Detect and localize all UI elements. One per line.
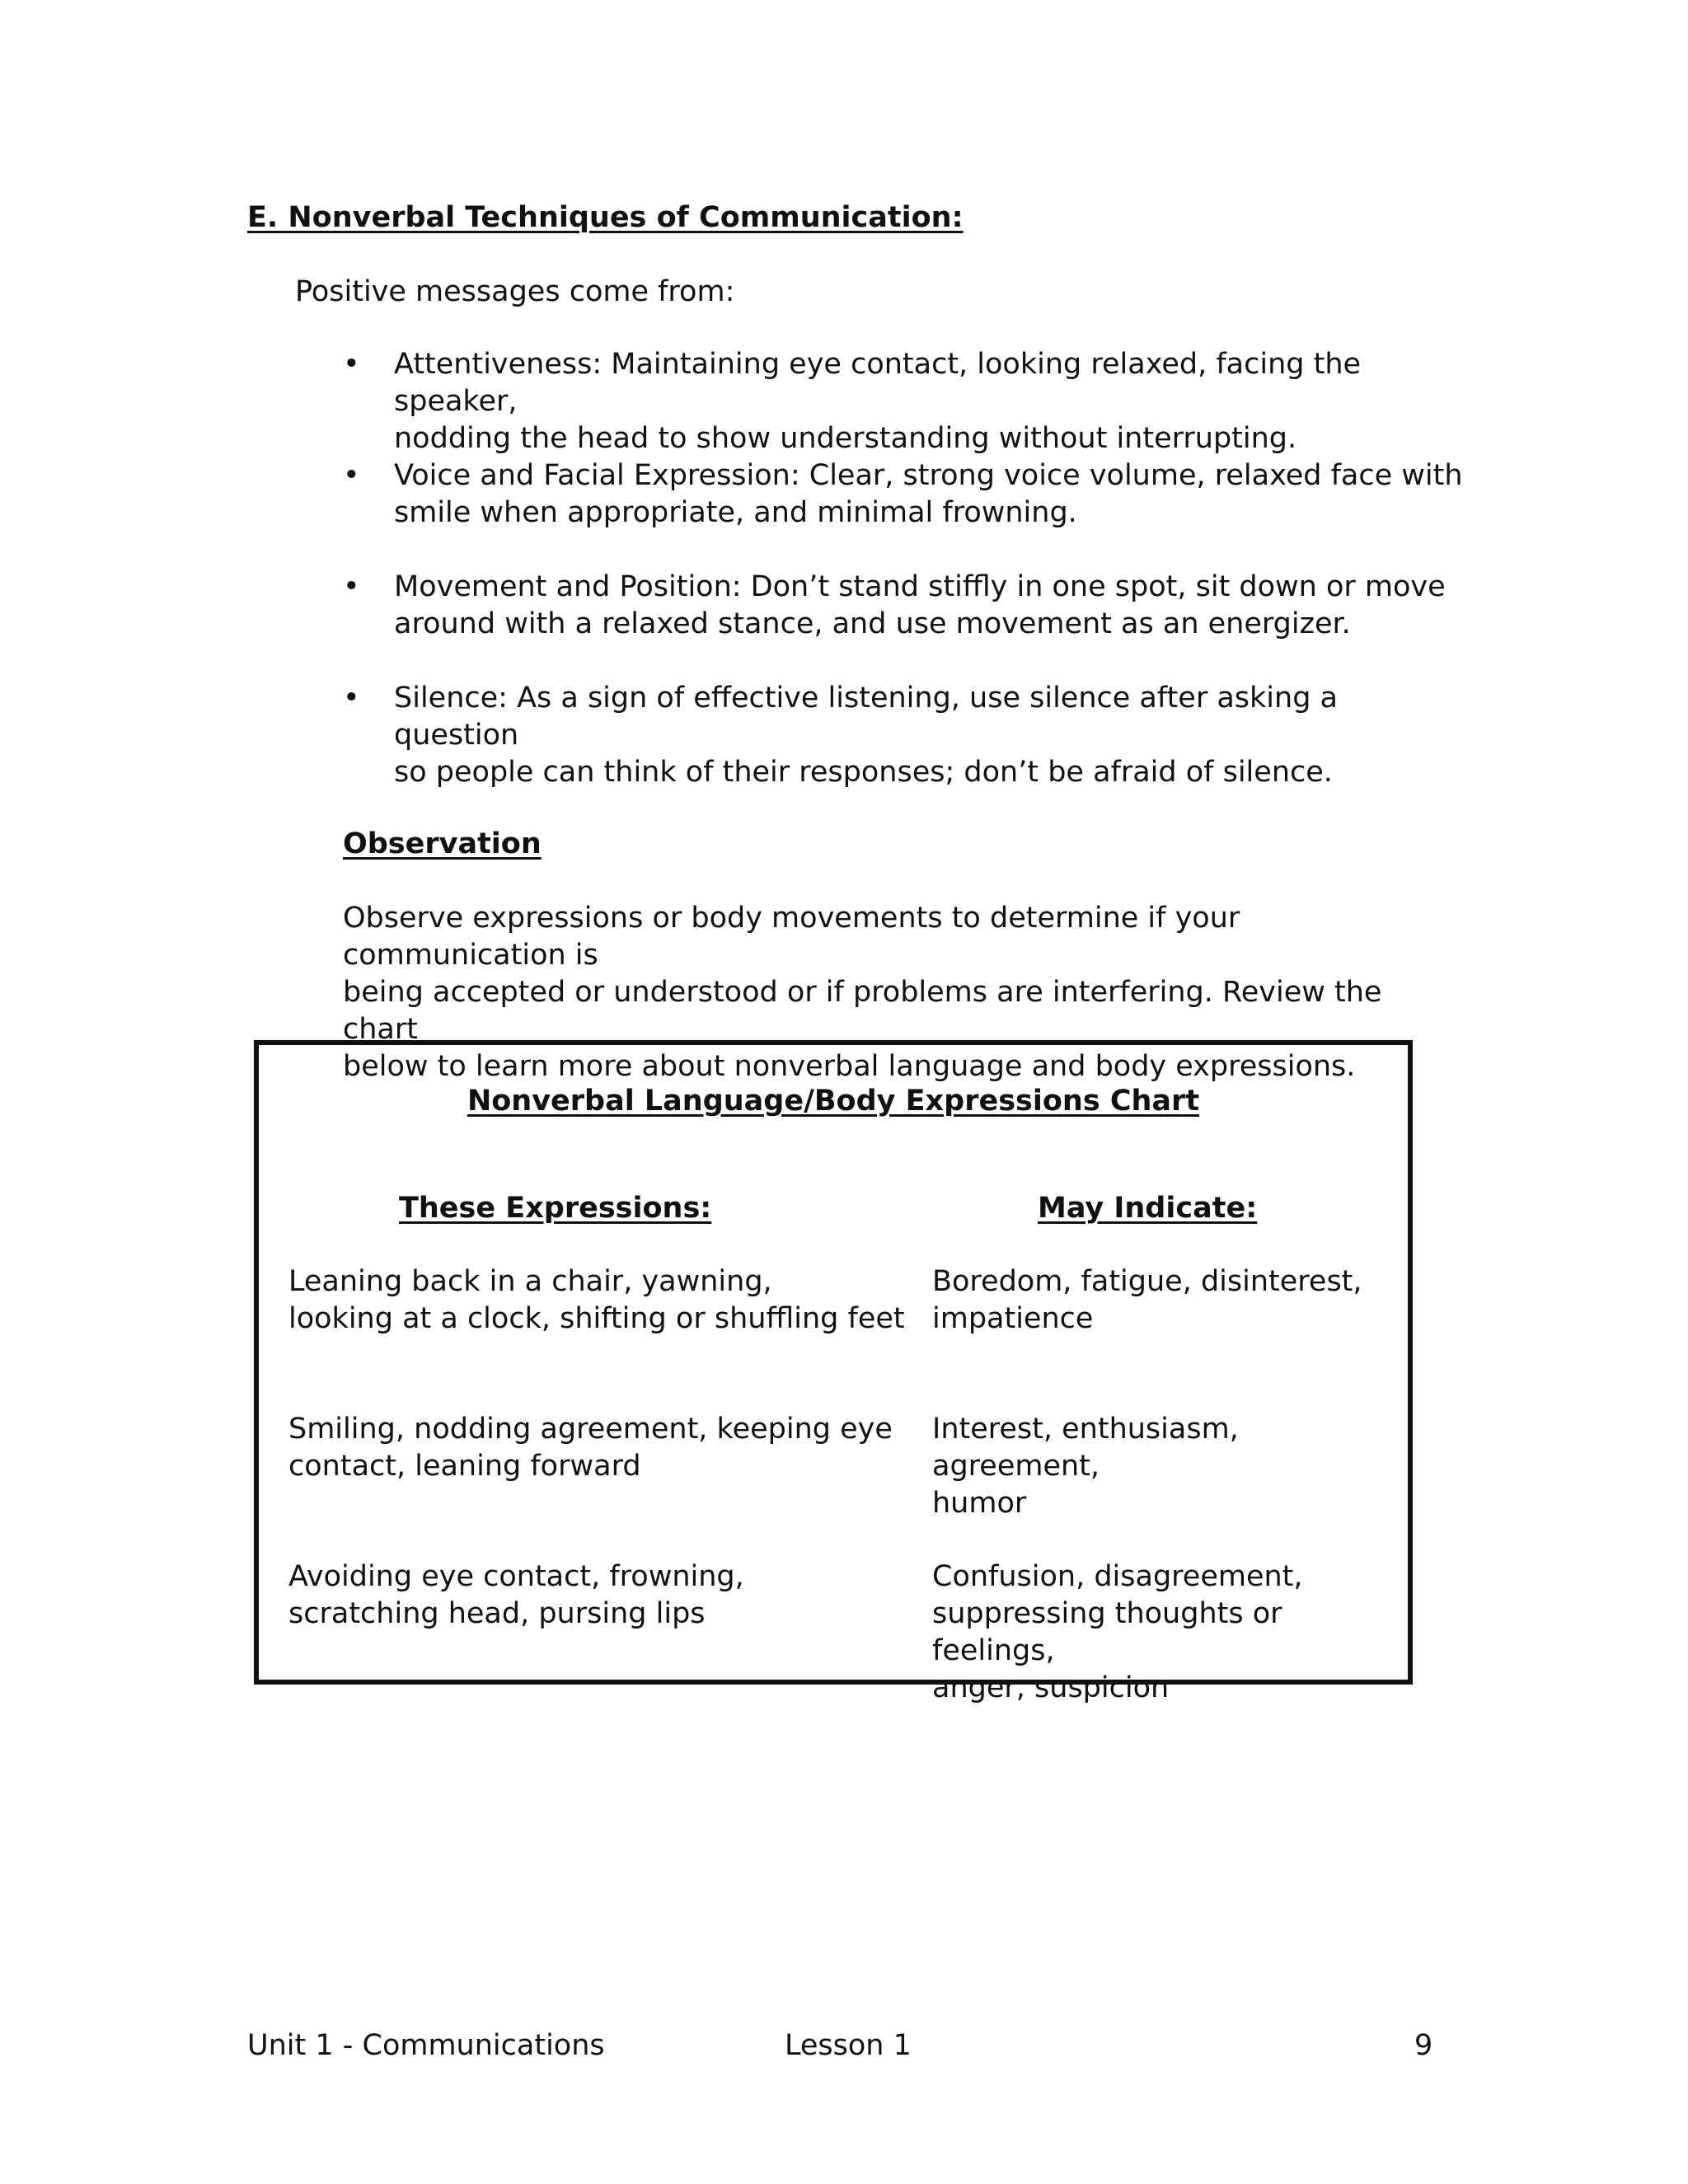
indication-cell [932,1411,1402,1522]
bullet-text [394,569,1465,643]
bullet-text [394,346,1465,457]
bullet-dot-icon: • [343,682,360,715]
column-header-indicates: May Indicate: [1038,1192,1258,1225]
bullet-line: nodding the head to show understanding without interrupting. [394,422,1297,455]
observation-line: Observe expressions or body movements to determine if your communication is [343,902,1240,972]
bullet-line: smile when appropriate, and minimal frowning. [394,496,1077,529]
observation-heading: Observation [343,827,542,860]
bullet-line: Attentiveness: Maintaining eye contact, looking relaxed, facing the speaker, [394,348,1362,418]
cell-line: contact, leaning forward [288,1450,641,1483]
cell-line: Leaning back in a chair, yawning, [288,1265,772,1298]
bullet-dot-icon: • [343,459,360,492]
cell-line: looking at a clock, shifting or shuffling feet [288,1302,905,1335]
bullet-dot-icon: • [343,570,360,603]
footer-lesson: Lesson 1 [785,2029,912,2062]
expressions-chart-box [254,1040,1413,1704]
bullet-line: so people can think of their responses; don’t be afraid of silence. [394,756,1333,789]
bullet-text [394,457,1465,532]
indication-cell [932,1558,1402,1707]
cell-line: anger, suspicion [932,1671,1170,1704]
cell-line: scratching head, pursing lips [288,1597,706,1630]
bullet-dot-icon: • [343,348,360,381]
cell-line: Boredom, fatigue, disinterest, [932,1265,1362,1298]
cell-line: humor [932,1487,1027,1520]
cell-line: impatience [932,1302,1094,1335]
section-heading: E. Nonverbal Techniques of Communication: [247,201,964,234]
cell-line: Interest, enthusiasm, agreement, [932,1413,1239,1483]
bullet-line: around with a relaxed stance, and use movement as an energizer. [394,607,1351,640]
bullet-line: Voice and Facial Expression: Clear, strong voice volume, relaxed face with [394,459,1463,492]
bullet-text [394,680,1465,791]
footer-unit: Unit 1 - Communications [247,2029,605,2062]
chart-title: Nonverbal Language/Body Expressions Chart [467,1085,1200,1118]
cell-line: Smiling, nodding agreement, keeping eye [288,1413,893,1446]
bullet-line: Silence: As a sign of effective listening, use silence after asking a question [394,682,1338,752]
cell-line: suppressing thoughts or feelings, [932,1597,1282,1667]
bullet-line: Movement and Position: Don’t stand stiffly in one spot, sit down or move [394,570,1446,603]
observation-line: being accepted or understood or if problems are interfering. Review the chart [343,976,1382,1046]
cell-line: Confusion, disagreement, [932,1560,1303,1593]
observation-line: below to learn more about nonverbal language and body expressions. [343,1050,1356,1083]
column-header-expressions: These Expressions: [399,1192,712,1225]
expression-cell [288,1558,915,1633]
expression-cell [288,1411,915,1485]
cell-line: Avoiding eye contact, frowning, [288,1560,744,1593]
expression-cell [288,1263,915,1338]
footer-page-number: 9 [1414,2029,1433,2062]
indication-cell [932,1263,1402,1338]
intro-text: Positive messages come from: [295,275,735,308]
